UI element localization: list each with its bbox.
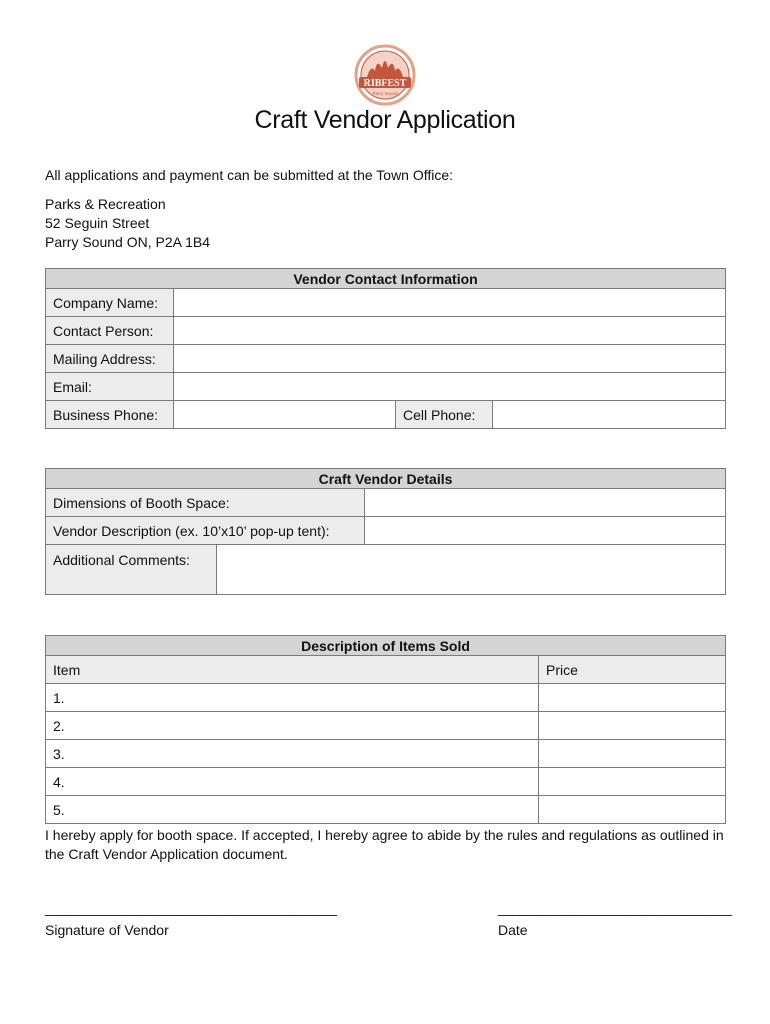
craft-vendor-details-table: [45, 468, 726, 595]
logo-text: RIBFEST: [363, 78, 407, 89]
item-row-1[interactable]: 1.: [46, 684, 539, 712]
logo-subtitle: Parry Sound: [372, 91, 398, 96]
contact-person-field[interactable]: [174, 317, 726, 345]
contact-header: Vendor Contact Information: [46, 269, 726, 289]
booth-dimensions-label: Dimensions of Booth Space:: [46, 489, 365, 517]
address-line-1: Parks & Recreation: [45, 196, 166, 212]
price-column-header: Price: [539, 656, 726, 684]
additional-comments-label: Additional Comments:: [46, 545, 217, 595]
price-row-3[interactable]: [539, 740, 726, 768]
address-line-2: 52 Seguin Street: [45, 215, 150, 231]
vendor-contact-table: [45, 268, 726, 429]
item-column-header: Item: [46, 656, 539, 684]
date-line[interactable]: ________________________________: [498, 900, 732, 916]
vendor-signature-label: Signature of Vendor: [45, 922, 169, 938]
company-name-field[interactable]: [174, 289, 726, 317]
ribfest-logo: [353, 44, 417, 106]
email-label: Email:: [46, 373, 174, 401]
items-sold-table: [45, 635, 726, 824]
item-row-2[interactable]: 2.: [46, 712, 539, 740]
price-row-4[interactable]: [539, 768, 726, 796]
date-label: Date: [498, 922, 528, 938]
intro-text: All applications and payment can be submitted at the Town Office:: [45, 167, 454, 183]
contact-person-label: Contact Person:: [46, 317, 174, 345]
additional-comments-field[interactable]: [217, 545, 726, 595]
mailing-address-label: Mailing Address:: [46, 345, 174, 373]
item-row-5[interactable]: 5.: [46, 796, 539, 824]
cell-phone-field[interactable]: [493, 401, 726, 429]
company-name-label: Company Name:: [46, 289, 174, 317]
items-header: Description of Items Sold: [46, 636, 726, 656]
business-phone-field[interactable]: [174, 401, 396, 429]
details-header: Craft Vendor Details: [46, 469, 726, 489]
email-field[interactable]: [174, 373, 726, 401]
address-line-3: Parry Sound ON, P2A 1B4: [45, 234, 210, 250]
business-phone-label: Business Phone:: [46, 401, 174, 429]
mailing-address-field[interactable]: [174, 345, 726, 373]
page-title: Craft Vendor Application: [254, 106, 516, 134]
agreement-text: I hereby apply for booth space. If accepted, I hereby agree to abide by the rules and regulations as outlined in the Craft Vendor Application document.: [45, 827, 724, 862]
vendor-description-label: Vendor Description (ex. 10’x10’ pop-up tent):: [46, 517, 365, 545]
price-row-5[interactable]: [539, 796, 726, 824]
price-row-2[interactable]: [539, 712, 726, 740]
item-row-3[interactable]: 3.: [46, 740, 539, 768]
price-row-1[interactable]: [539, 684, 726, 712]
item-row-4[interactable]: 4.: [46, 768, 539, 796]
booth-dimensions-field[interactable]: [365, 489, 726, 517]
vendor-description-field[interactable]: [365, 517, 726, 545]
cell-phone-label: Cell Phone:: [396, 401, 493, 429]
vendor-signature-line[interactable]: ________________________________________: [45, 900, 337, 916]
